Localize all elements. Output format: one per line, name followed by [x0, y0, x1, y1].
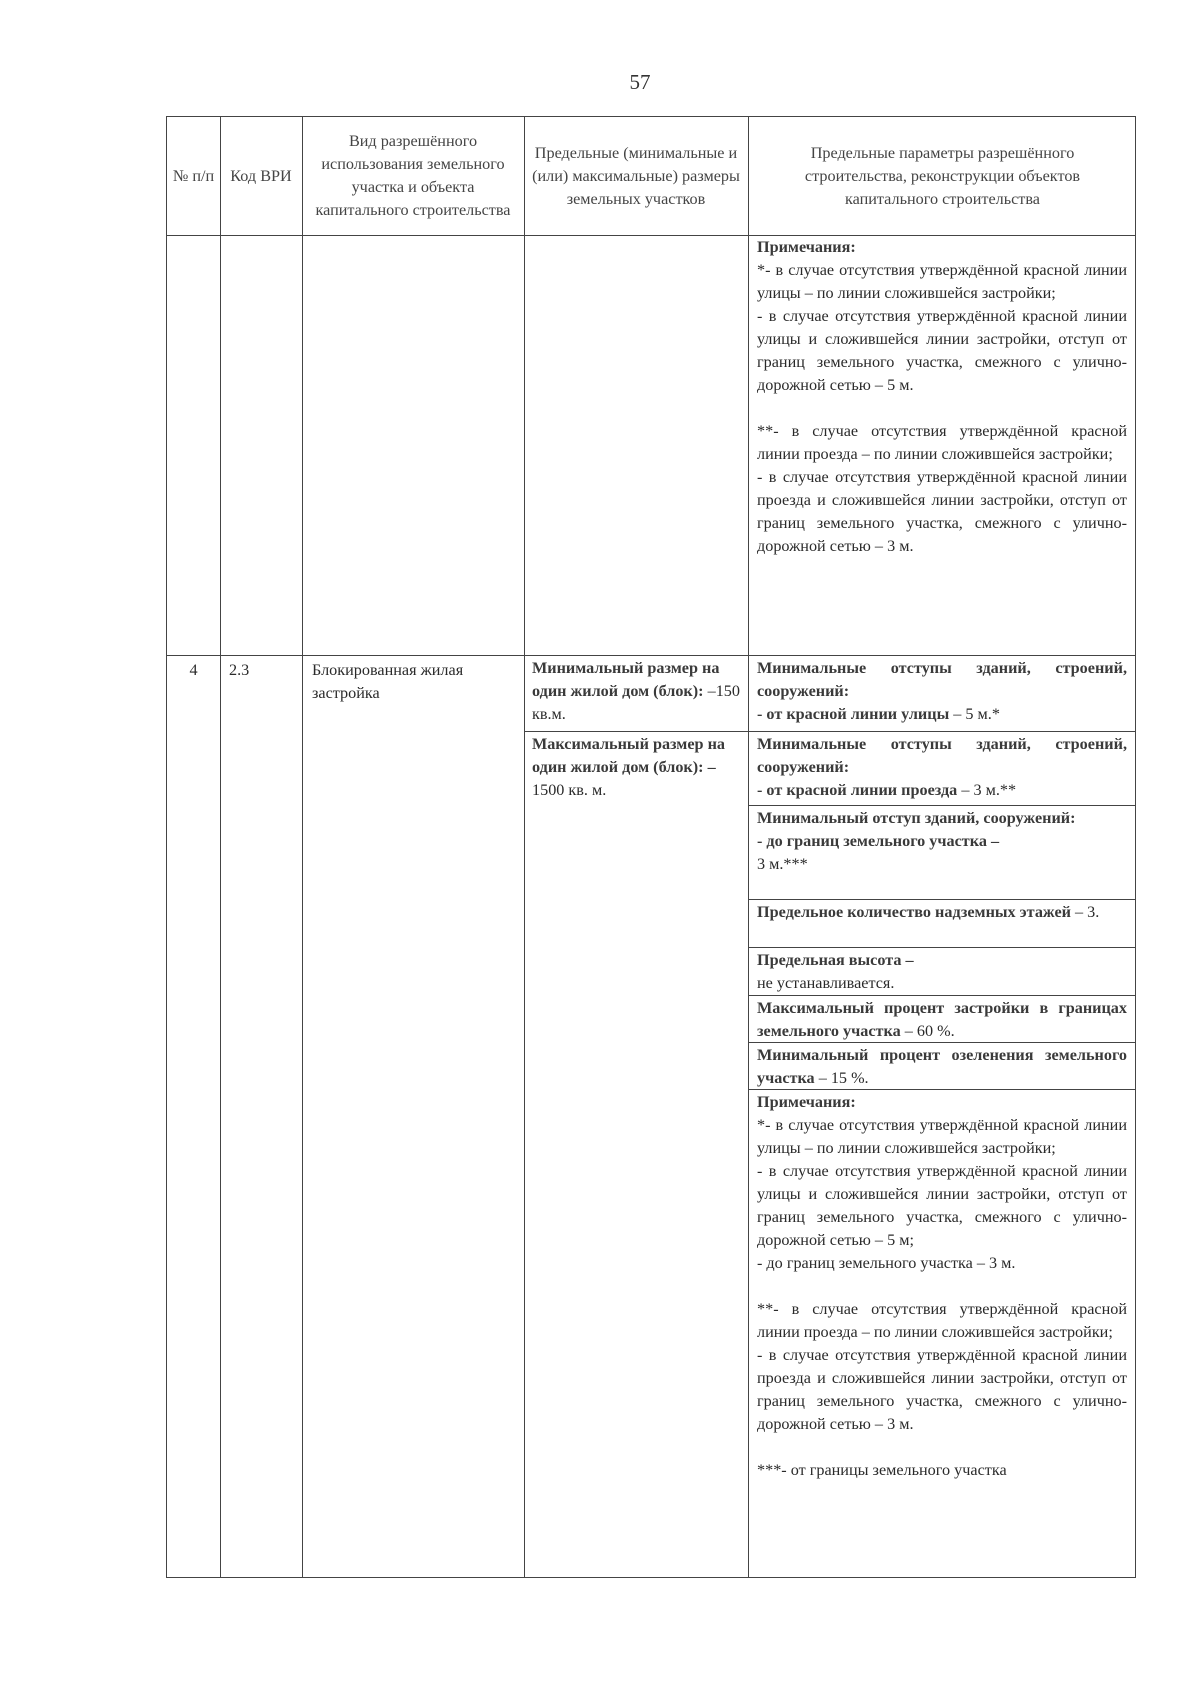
param-title: Минимальные отступы зданий, строений, сооружений: [757, 659, 1127, 700]
param-setback-street [757, 657, 1127, 726]
row-code: 2.3 [229, 661, 250, 679]
row-divider [749, 899, 1135, 900]
param-floors [757, 901, 1127, 924]
note-paragraph: **- в случае отсутствия утверждённой красной линии проезда – по линии сложившейся застройки; [757, 1300, 1127, 1341]
max-size-value: 1500 кв. м. [532, 781, 607, 799]
note-paragraph: - в случае отсутствия утверждённой красной линии проезда и сложившейся линии застройки, отступ от границ земельного участка, смежного с улично-дорожной сетью – 3 м. [757, 468, 1127, 555]
max-size-cell [532, 733, 744, 802]
header-use-type: Вид разрешённого использования земельного участка и объекта капитального строительства [315, 132, 511, 219]
note-paragraph: ***- от границы земельного участка [757, 1461, 1007, 1479]
header-num: № п/п [172, 166, 215, 185]
param-coverage [757, 997, 1127, 1043]
param-title: Минимальные отступы зданий, строений, сооружений: [757, 735, 1127, 776]
param-detail: - от красной линии проезда [757, 781, 958, 799]
notes-title: Примечания: [757, 1093, 856, 1111]
header-sizes: Предельные (минимальные и (или) максимальные) размеры земельных участков [532, 143, 740, 208]
note-paragraph: - в случае отсутствия утверждённой красной линии улицы и сложившейся линии застройки, отступ от границ земельного участка, смежного с улично-дорожной сетью – 5 м; [757, 1162, 1127, 1249]
param-value: – 15 %. [814, 1069, 869, 1087]
row-divider [167, 655, 1135, 656]
param-title: Предельное количество надземных этажей [757, 903, 1071, 921]
header-code: Код ВРИ [230, 166, 292, 185]
min-size-cell [532, 657, 744, 726]
param-value: – 60 %. [900, 1022, 955, 1040]
note-paragraph: - в случае отсутствия утверждённой красной линии улицы и сложившейся линии застройки, отступ от границ земельного участка, смежного с улично-дорожной сетью – 5 м. [757, 307, 1127, 394]
max-size-label: Максимальный размер на один жилой дом (блок): – [532, 735, 725, 776]
min-size-value: –150 кв.м. [532, 682, 740, 723]
column-divider [748, 117, 749, 1577]
param-value: – 5 м.* [949, 705, 1000, 723]
note-paragraph: - до границ земельного участка – 3 м. [757, 1254, 1016, 1272]
note-paragraph: **- в случае отсутствия утверждённой красной линии проезда – по линии сложившейся застройки; [757, 422, 1127, 463]
param-value: 3 м.*** [757, 855, 808, 873]
param-value: – 3. [1070, 903, 1100, 921]
column-divider [220, 117, 221, 1577]
row-divider [749, 805, 1135, 806]
param-title: Минимальный отступ зданий, сооружений: [757, 809, 1076, 827]
param-value: – 3 м.** [957, 781, 1017, 799]
row-use-type: Блокированная жилая застройка [312, 661, 464, 702]
param-value: не устанавливается. [757, 974, 895, 992]
row-notes [757, 1091, 1127, 1482]
header-params: Предельные параметры разрешённого строительства, реконструкции объектов капитального строительства [804, 143, 1081, 208]
column-divider [302, 117, 303, 1577]
row-divider [749, 947, 1135, 948]
note-paragraph: *- в случае отсутствия утверждённой красной линии улицы – по линии сложившейся застройки; [757, 261, 1127, 302]
continued-notes [757, 236, 1127, 558]
param-detail: - от красной линии улицы [757, 705, 950, 723]
note-paragraph: - в случае отсутствия утверждённой красной линии проезда и сложившейся линии застройки, отступ от границ земельного участка, смежного с улично-дорожной сетью – 3 м. [757, 1346, 1127, 1433]
min-size-label: Минимальный размер на один жилой дом (блок): [532, 659, 720, 700]
row-number: 4 [189, 661, 198, 679]
note-paragraph: *- в случае отсутствия утверждённой красной линии улицы – по линии сложившейся застройки; [757, 1116, 1127, 1157]
param-title: Минимальный процент озеленения земельного участка [757, 1046, 1127, 1087]
notes-title: Примечания: [757, 238, 856, 256]
param-height [757, 949, 1127, 995]
row-divider [525, 731, 1135, 732]
page-number: 57 [629, 70, 651, 94]
param-greenery [757, 1044, 1127, 1090]
param-title: Предельная высота – [757, 951, 914, 969]
column-divider [524, 117, 525, 1577]
regulations-table [166, 116, 1136, 1578]
row-divider [749, 995, 1135, 996]
param-detail: - до границ земельного участка – [757, 832, 1000, 850]
param-title: Максимальный процент застройки в границах земельного участка [757, 999, 1127, 1040]
param-setback-boundary [757, 807, 1127, 876]
param-setback-driveway [757, 733, 1127, 802]
